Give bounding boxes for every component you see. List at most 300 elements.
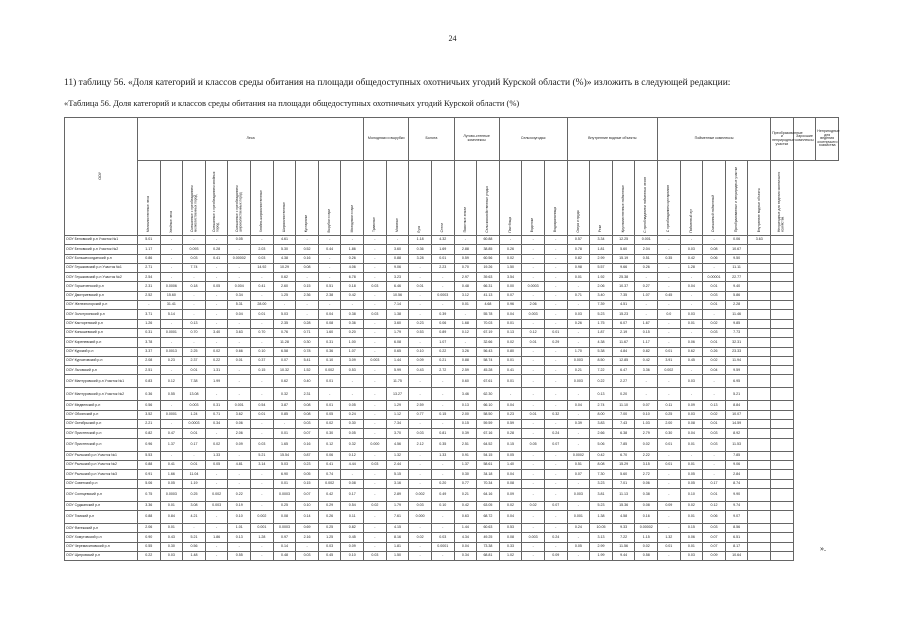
value-cell: 3.16 (386, 479, 409, 488)
value-cell: 0.03 (703, 524, 726, 533)
value-cell: 0.15 (454, 420, 477, 429)
value-cell: 4.15 (386, 524, 409, 533)
column-header-label: Преобразованные и неприродные участки (733, 167, 738, 233)
value-cell: 1.17 (635, 338, 658, 347)
ooy-header (65, 118, 138, 236)
value-cell: 3.63 (228, 328, 251, 337)
column-header (183, 161, 206, 236)
value-cell: 1.25 (318, 533, 341, 542)
row-name-cell: ООУ Медвенский р-н (65, 401, 138, 410)
value-cell: 0.59 (499, 420, 522, 429)
value-cell: 4.38 (590, 338, 613, 347)
value-cell: 1.25 (273, 291, 296, 300)
value-cell: 0.01 (454, 301, 477, 310)
value-cell: 0.84 (160, 511, 183, 524)
value-cell: 67.16 (477, 429, 500, 438)
value-cell: 0.05 (680, 479, 703, 488)
value-cell: - (228, 366, 251, 375)
value-cell: 8.84 (725, 401, 748, 410)
column-header (138, 161, 161, 236)
value-cell: - (544, 460, 567, 469)
value-cell: - (205, 388, 228, 401)
value-cell: - (296, 310, 319, 319)
column-header (544, 161, 567, 236)
value-cell: - (431, 282, 454, 291)
value-cell: 3.08 (183, 501, 206, 510)
value-cell: 7.85 (612, 438, 635, 451)
value-cell: - (409, 388, 432, 401)
value-cell: 1.60 (318, 328, 341, 337)
value-cell: 5.57 (590, 263, 613, 272)
value-cell: 2.88 (454, 245, 477, 254)
value-cell: 5.01 (138, 236, 161, 245)
value-cell: 0.01 (658, 542, 681, 551)
value-cell: - (522, 420, 545, 429)
value-cell: - (431, 273, 454, 282)
column-header (680, 161, 703, 236)
value-cell: - (228, 319, 251, 328)
value-cell: - (544, 488, 567, 501)
value-cell: 0.08 (341, 479, 364, 488)
value-cell: - (251, 338, 274, 347)
value-cell: 0.88 (138, 511, 161, 524)
value-cell: 4.61 (273, 236, 296, 245)
value-cell: 11.94 (725, 356, 748, 365)
value-cell: - (183, 310, 206, 319)
value-cell: 9.50 (725, 254, 748, 263)
value-cell: 0.0001 (431, 542, 454, 551)
table-row (65, 236, 839, 245)
value-cell: 0.74 (318, 470, 341, 479)
value-cell: 0.07 (499, 291, 522, 300)
value-cell: 0.59 (454, 254, 477, 263)
value-cell: 0.001 (228, 401, 251, 410)
value-cell: 0.23 (499, 410, 522, 419)
value-cell: 0.04 (499, 470, 522, 479)
value-cell: 0.26 (318, 511, 341, 524)
value-cell: - (544, 401, 567, 410)
value-cell: - (544, 263, 567, 272)
value-cell: - (409, 552, 432, 561)
value-cell: 0.05 (296, 470, 319, 479)
value-cell: - (544, 388, 567, 401)
value-cell: 1.24 (183, 410, 206, 419)
value-cell: 0.05 (318, 410, 341, 419)
value-cell: 2.06 (138, 524, 161, 533)
value-cell: 2.72 (431, 366, 454, 375)
value-cell: 19.26 (477, 263, 500, 272)
value-cell: - (183, 301, 206, 310)
value-cell: - (228, 245, 251, 254)
value-cell: 2.60 (273, 282, 296, 291)
value-cell: - (680, 366, 703, 375)
value-cell: 0.01 (160, 501, 183, 510)
value-cell: - (454, 338, 477, 347)
value-cell: 0.02 (409, 533, 432, 542)
value-cell: 0.01 (499, 375, 522, 388)
value-cell: 1.66 (160, 470, 183, 479)
value-cell: 2.06 (228, 429, 251, 438)
value-cell (771, 319, 794, 328)
value-cell: - (160, 338, 183, 347)
value-cell: 0.09 (658, 501, 681, 510)
table-row (65, 542, 839, 551)
value-cell: - (635, 273, 658, 282)
row-name-cell: ООУ Обоянский р-н (65, 410, 138, 419)
value-cell: 5.23 (590, 501, 613, 510)
value-cell: 60.56 (477, 254, 500, 263)
value-cell: 64.52 (477, 438, 500, 451)
value-cell: 0.82 (341, 524, 364, 533)
sub-header-row (65, 161, 839, 236)
column-header-label: Смешанные с преобладанием хвойных пород (212, 172, 220, 233)
value-cell: - (318, 236, 341, 245)
value-cell: 15.60 (160, 291, 183, 300)
value-cell: - (658, 328, 681, 337)
row-name-cell: ООУ Горшеченский р-н (65, 282, 138, 291)
value-cell: 1.79 (386, 501, 409, 510)
value-cell: 0.03 (296, 552, 319, 561)
column-header-label: Луга (417, 225, 422, 233)
column-header (590, 161, 613, 236)
value-cell (771, 301, 794, 310)
table-row (65, 524, 839, 533)
value-cell: - (522, 347, 545, 356)
value-cell: - (522, 388, 545, 401)
closing-quote: ». (820, 544, 826, 553)
value-cell (771, 410, 794, 419)
value-cell: 1.33 (205, 451, 228, 460)
value-cell: 0.41 (251, 282, 274, 291)
value-cell: 9.59 (725, 366, 748, 375)
value-cell (748, 263, 771, 272)
value-cell: 0.82 (635, 347, 658, 356)
value-cell: 1.68 (454, 319, 477, 328)
value-cell: - (409, 524, 432, 533)
value-cell: 2.79 (635, 429, 658, 438)
value-cell: 0.90 (138, 533, 161, 542)
value-cell: 0.02 (205, 438, 228, 451)
value-cell: - (228, 470, 251, 479)
value-cell: 0.002 (409, 488, 432, 501)
value-cell: 0.12 (160, 375, 183, 388)
column-header-label: Водотоки (530, 218, 535, 233)
value-cell: 0.10 (318, 356, 341, 365)
column-header-label: Травяные (372, 217, 377, 233)
value-cell: 0.53 (341, 366, 364, 375)
value-cell: 0.39 (567, 420, 590, 429)
value-cell: - (522, 460, 545, 469)
value-cell: - (567, 388, 590, 401)
value-cell: 0.003 (522, 533, 545, 542)
value-cell (771, 328, 794, 337)
value-cell: 1.07 (341, 347, 364, 356)
value-cell: 0.002 (318, 366, 341, 375)
value-cell: 1.79 (386, 328, 409, 337)
value-cell: 2.03 (251, 245, 274, 254)
value-cell: 15.54 (273, 451, 296, 460)
value-cell: 0.01 (658, 438, 681, 451)
value-cell: - (205, 273, 228, 282)
value-cell: 0.03 (409, 429, 432, 438)
value-cell: 0.13 (454, 401, 477, 410)
value-cell: 0.11 (658, 401, 681, 410)
value-cell: 0.42 (341, 291, 364, 300)
value-cell: 2.44 (386, 460, 409, 469)
value-cell: - (251, 470, 274, 479)
column-header-label: Внутренние водные объекты (756, 188, 761, 233)
value-cell: 10.56 (386, 291, 409, 300)
value-cell: 0.41 (205, 254, 228, 263)
value-cell: 0.10 (341, 552, 364, 561)
value-cell: - (522, 451, 545, 460)
value-cell: 0.08 (318, 319, 341, 328)
value-cell: - (251, 291, 274, 300)
value-cell: 6.38 (612, 429, 635, 438)
value-cell: 0.01 (680, 438, 703, 451)
value-cell: 0.07 (544, 438, 567, 451)
value-cell: 0.00 (499, 282, 522, 291)
value-cell: 7.85 (725, 451, 748, 460)
value-cell: 0.41 (160, 460, 183, 469)
value-cell: 68.81 (477, 552, 500, 561)
value-cell: 0.36 (341, 319, 364, 328)
value-cell: 0.71 (205, 410, 228, 419)
value-cell: 1.33 (431, 451, 454, 460)
column-header (296, 161, 319, 236)
value-cell: 0.07 (703, 542, 726, 551)
value-cell: 0.25 (658, 410, 681, 419)
value-cell: 0.54 (341, 501, 364, 510)
value-cell: 0.36 (138, 388, 161, 401)
value-cell: - (364, 511, 387, 524)
value-cell: 0.41 (499, 366, 522, 375)
value-cell: 0.09 (680, 401, 703, 410)
value-cell: - (318, 388, 341, 401)
value-cell: 0.01 (567, 273, 590, 282)
value-cell: 0.05 (228, 236, 251, 245)
value-cell: 0.25 (318, 524, 341, 533)
value-cell: 0.98 (567, 263, 590, 272)
value-cell: 1.50 (499, 263, 522, 272)
value-cell: 0.09 (499, 488, 522, 501)
value-cell: - (409, 301, 432, 310)
value-cell: - (160, 401, 183, 410)
table-row (65, 552, 839, 561)
value-cell: 1.40 (499, 460, 522, 469)
value-cell: 3.87 (273, 401, 296, 410)
value-cell: 3.91 (658, 356, 681, 365)
value-cell: 0.12 (703, 501, 726, 510)
value-cell: 14.59 (725, 420, 748, 429)
column-header-label: Пойменный луг (688, 208, 693, 233)
value-cell: 0.43 (409, 366, 432, 375)
value-cell: 0.02 (703, 410, 726, 419)
value-cell: 4.44 (341, 460, 364, 469)
group-header: Непригодные для ведения охотничьего хозяйства (816, 118, 839, 161)
value-cell: - (431, 401, 454, 410)
value-cell: 0.15 (296, 282, 319, 291)
table-row (65, 282, 839, 291)
value-cell (748, 338, 771, 347)
table-row (65, 273, 839, 282)
value-cell: 0.08 (499, 533, 522, 542)
value-cell: 0.10 (409, 347, 432, 356)
value-cell: 0.44 (318, 245, 341, 254)
value-cell (771, 511, 794, 524)
value-cell: - (544, 236, 567, 245)
row-name-cell: ООУ Беловский р-н Участок №1 (65, 236, 138, 245)
value-cell: 0.12 (522, 328, 545, 337)
value-cell: - (409, 338, 432, 347)
value-cell: - (658, 263, 681, 272)
table-row (65, 460, 839, 469)
value-cell: 10.64 (725, 552, 748, 561)
value-cell: 5.03 (273, 310, 296, 319)
value-cell: 0.52 (296, 245, 319, 254)
value-cell: - (364, 301, 387, 310)
value-cell: 1.28 (251, 533, 274, 542)
value-cell: 0.28 (205, 245, 228, 254)
value-cell: 0.08 (296, 410, 319, 419)
value-cell: 58.61 (477, 460, 500, 469)
value-cell: 0.03 (409, 501, 432, 510)
value-cell: 9.85 (725, 319, 748, 328)
value-cell: 0.31 (138, 328, 161, 337)
value-cell: 0.70 (454, 263, 477, 272)
value-cell: 5.31 (228, 301, 251, 310)
value-cell: - (680, 451, 703, 460)
value-cell: 0.07 (567, 470, 590, 479)
value-cell: 2.59 (454, 366, 477, 375)
value-cell: 0.08 (296, 401, 319, 410)
table-row (65, 301, 839, 310)
value-cell: 0.01 (183, 366, 206, 375)
value-cell: 1.26 (138, 319, 161, 328)
value-cell: 0.35 (658, 254, 681, 263)
row-name-cell: ООУ Касторенский р-н (65, 319, 138, 328)
value-cell: 0.24 (544, 429, 567, 438)
value-cell: 0.01 (703, 488, 726, 501)
value-cell: 0.83 (138, 375, 161, 388)
value-cell: 0.26 (703, 347, 726, 356)
value-cell (771, 273, 794, 282)
row-name-cell: ООУ Льговский р-н (65, 366, 138, 375)
value-cell: - (567, 301, 590, 310)
value-cell: - (522, 245, 545, 254)
value-cell: 15.19 (612, 254, 635, 263)
value-cell: 10.07 (725, 410, 748, 419)
value-cell: - (160, 263, 183, 272)
group-header: Внутренние водные объекты (567, 118, 657, 161)
table-row (65, 488, 839, 501)
value-cell: 1.00 (341, 338, 364, 347)
value-cell: 0.30 (658, 429, 681, 438)
value-cell: - (228, 263, 251, 272)
value-cell: - (228, 375, 251, 388)
value-cell: - (228, 388, 251, 401)
value-cell: 2.21 (138, 420, 161, 429)
value-cell: 1.31 (205, 366, 228, 375)
value-cell: - (364, 375, 387, 388)
value-cell: 0.51 (318, 282, 341, 291)
column-header-label: С преобладанием кустарников (666, 185, 671, 233)
value-cell: - (544, 310, 567, 319)
value-cell: - (251, 479, 274, 488)
value-cell: 0.09 (228, 438, 251, 451)
value-cell: 0.55 (228, 552, 251, 561)
row-name-cell: ООУ Хомутовский р-н (65, 533, 138, 542)
value-cell: - (544, 375, 567, 388)
value-cell: 0.03 (251, 254, 274, 263)
table-row (65, 479, 839, 488)
value-cell: 0.01 (703, 282, 726, 291)
value-cell: 2.36 (296, 291, 319, 300)
value-cell (771, 533, 794, 542)
value-cell: 0.04 (454, 542, 477, 551)
value-cell: - (228, 451, 251, 460)
value-cell: 6.07 (612, 319, 635, 328)
value-cell: 7.34 (386, 420, 409, 429)
value-cell (771, 460, 794, 469)
table-row (65, 254, 839, 263)
value-cell: 0.36 (409, 245, 432, 254)
value-cell: 32.66 (477, 338, 500, 347)
value-cell: 0.60 (454, 375, 477, 388)
value-cell: 0.62 (680, 347, 703, 356)
value-cell: 3.23 (590, 479, 613, 488)
value-cell: 11.46 (725, 310, 748, 319)
value-cell: 0.00002 (635, 524, 658, 533)
value-cell: 5.60 (612, 470, 635, 479)
value-cell: 1.44 (386, 356, 409, 365)
value-cell: 0.04 (680, 282, 703, 291)
column-header-label: Вырубки и гари (326, 208, 331, 233)
row-name-cell: ООУ Мантуровский р-н Участок №1 (65, 375, 138, 388)
value-cell (748, 245, 771, 254)
column-header (273, 161, 296, 236)
value-cell: 3.26 (454, 347, 477, 356)
value-cell: 0.43 (160, 533, 183, 542)
value-cell: 0.01 (658, 347, 681, 356)
value-cell: 11.13 (612, 488, 635, 501)
column-header (499, 161, 522, 236)
value-cell: 0.55 (138, 542, 161, 551)
value-cell: 0.08 (635, 501, 658, 510)
value-cell: 0.15 (251, 366, 274, 375)
column-header (454, 161, 477, 236)
value-cell: 0.01 (318, 401, 341, 410)
value-cell: 5.41 (296, 356, 319, 365)
table-row (65, 310, 839, 319)
column-header-label: Крупнолиственные пойменные (620, 185, 625, 233)
value-cell: - (522, 236, 545, 245)
value-cell: 0.45 (680, 356, 703, 365)
value-cell: 3.34 (590, 236, 613, 245)
value-cell: 60.63 (477, 524, 500, 533)
value-cell: 4.56 (386, 438, 409, 451)
value-cell: 0.77 (454, 479, 477, 488)
value-cell: 0.82 (138, 429, 161, 438)
value-cell: 2.00 (658, 420, 681, 429)
value-cell: 1.12 (386, 410, 409, 419)
value-cell: 0.04 (703, 366, 726, 375)
value-cell: - (251, 488, 274, 501)
value-cell: 10.05 (590, 524, 613, 533)
row-name-cell: ООУ Большесолдатский р-н (65, 254, 138, 263)
value-cell: 0.02 (635, 542, 658, 551)
value-cell: 0.23 (296, 460, 319, 469)
